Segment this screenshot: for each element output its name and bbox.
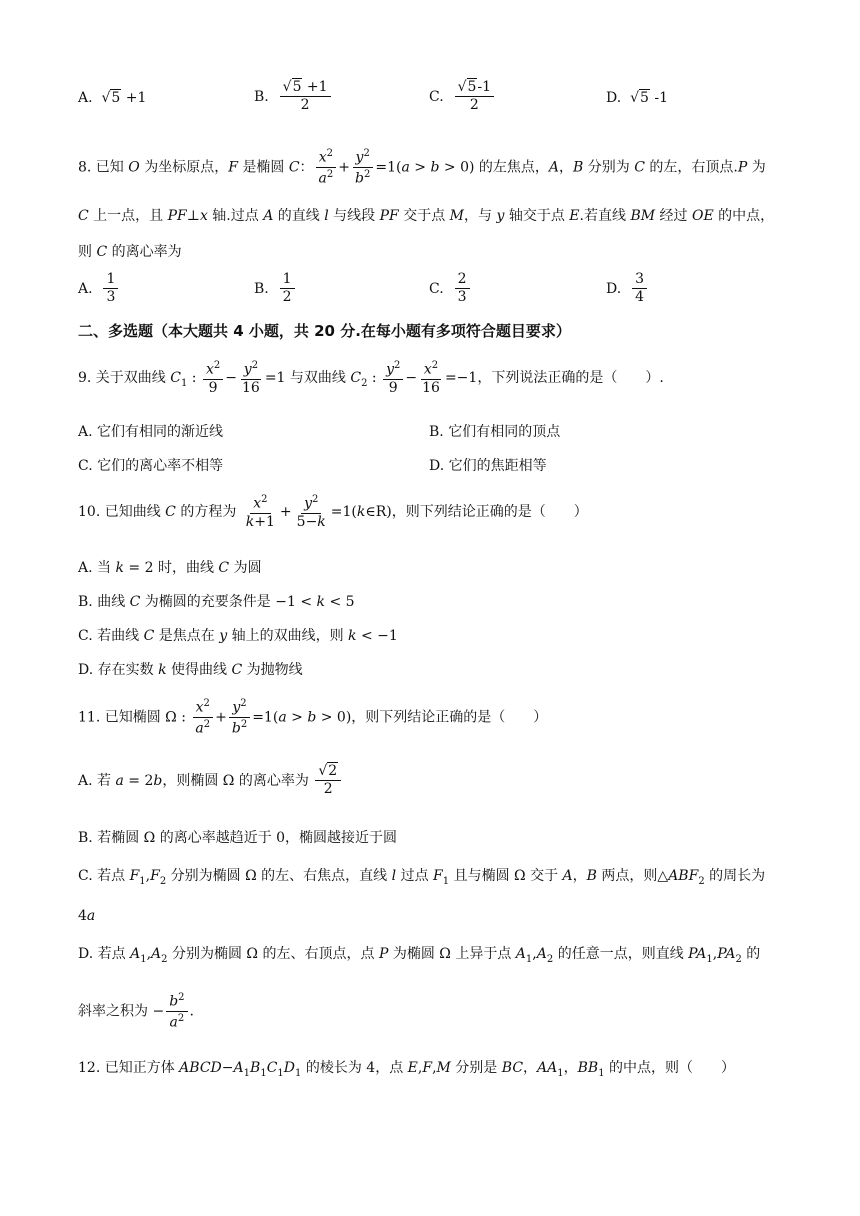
q10-option-b: B. 曲线 C 为椭圆的充要条件是 −1 < k < 5: [78, 594, 355, 610]
section-heading: 二、多选题（本大题共 4 小题，共 20 分.在每小题有多项符合题目要求）: [78, 322, 571, 340]
q11-option-c-line2: 4a: [78, 908, 96, 924]
q9-option-b: B. 它们有相同的顶点: [429, 424, 561, 440]
q8-stem-line3: 则 C 的离心率为: [78, 244, 182, 260]
q11-option-d-line2: 斜率之积为 − $\frac{b^2}{a^2}$ .: [78, 992, 194, 1031]
q8-stem-line2: C 上一点，且 PF⊥x 轴.过点 A 的直线 l 与线段 PF 交于点 M，与 y 轴交于点 E.若直线 BM 经过 OE 的中点，: [78, 208, 775, 224]
q11-option-d-line1: D. 若点 $A_1,A_2$ 分别为椭圆 Ω 的左、右顶点，点 P 为椭圆 Ω 上异于点 $A_1,A_2$ 的任意一点，则直线 $PA_1,PA_2$ 的: [78, 946, 761, 965]
q11-option-c-line1: C. 若点 $F_1,F_2$ 分别为椭圆 Ω 的左、右焦点，直线 l 过点 $F_1$ 且与椭圆 Ω 交于 A，B 两点，则$\triangle ABF_2$ 的周长为: [78, 868, 766, 887]
q8-option-a: A. $\frac{1}{3}$: [78, 272, 120, 306]
q11-option-a: A. 若 a = 2b，则椭圆 Ω 的离心率为 $\frac{√2}{2}$: [78, 764, 343, 798]
q8-option-c: C. $\frac{2}{3}$: [429, 272, 472, 306]
q11-stem: 11. 已知椭圆 Ω : $\frac{x^2}{a^2}$ + $\frac{y^2}{b^2}$ =1(a > b > 0)，则下列结论正确的是（ ）: [78, 698, 548, 737]
q10-stem: 10. 已知曲线 C 的方程为 $\frac{x^2}{k+1}$ + $\frac{y^2}{5-k}$ =1(k∈R)，则下列结论正确的是（ ）: [78, 494, 588, 531]
q8-option-d: D. $\frac{3}{4}$: [606, 272, 649, 306]
q10-option-d: D. 存在实数 k 使得曲线 C 为抛物线: [78, 662, 303, 678]
q9-option-c: C. 它们的离心率不相等: [78, 458, 224, 474]
q8-option-b: B. $\frac{1}{2}$: [254, 272, 297, 306]
q11-option-b: B. 若椭圆 Ω 的离心率越趋近于 0，椭圆越接近于圆: [78, 830, 398, 846]
q7-option-d: D. √5 -1: [606, 90, 669, 106]
q7-option-c: C. $\frac{√5-1}{2}$: [429, 80, 496, 114]
q10-option-a: A. 当 k = 2 时，曲线 C 为圆: [78, 560, 262, 576]
q12-stem: 12. 已知正方体 $ABCD-A_1B_1C_1D_1$ 的棱长为 4，点 E,F,M 分别是 BC，$AA_1$，$BB_1$ 的中点，则（ ）: [78, 1060, 736, 1079]
q7-option-b: B. $\frac{√5 +1}{2}$: [254, 80, 333, 114]
q9-option-d: D. 它们的焦距相等: [429, 458, 547, 474]
q10-option-c: C. 若曲线 C 是焦点在 y 轴上的双曲线，则 k < −1: [78, 628, 398, 644]
q9-option-a: A. 它们有相同的渐近线: [78, 424, 224, 440]
q8-stem-line1: 8. 已知 O 为坐标原点，F 是椭圆 C： $\frac{x^2}{a^2}$ + $\frac{y^2}{b^2}$ =1(a > b > 0) 的左焦点，A，B 分别为 C 的左，右顶点.P 为: [78, 148, 766, 187]
q7-option-a: A. √5 +1: [78, 90, 147, 106]
q9-stem: 9. 关于双曲线 $C_1$ : $\frac{x^2}{9}$ − $\frac{y^2}{16}$ =1 与双曲线 $C_2$ : $\frac{y^2}{9}$ − $\frac{x^2}{16}$ =−1，下列说法正确的是（ ）.: [78, 360, 664, 397]
